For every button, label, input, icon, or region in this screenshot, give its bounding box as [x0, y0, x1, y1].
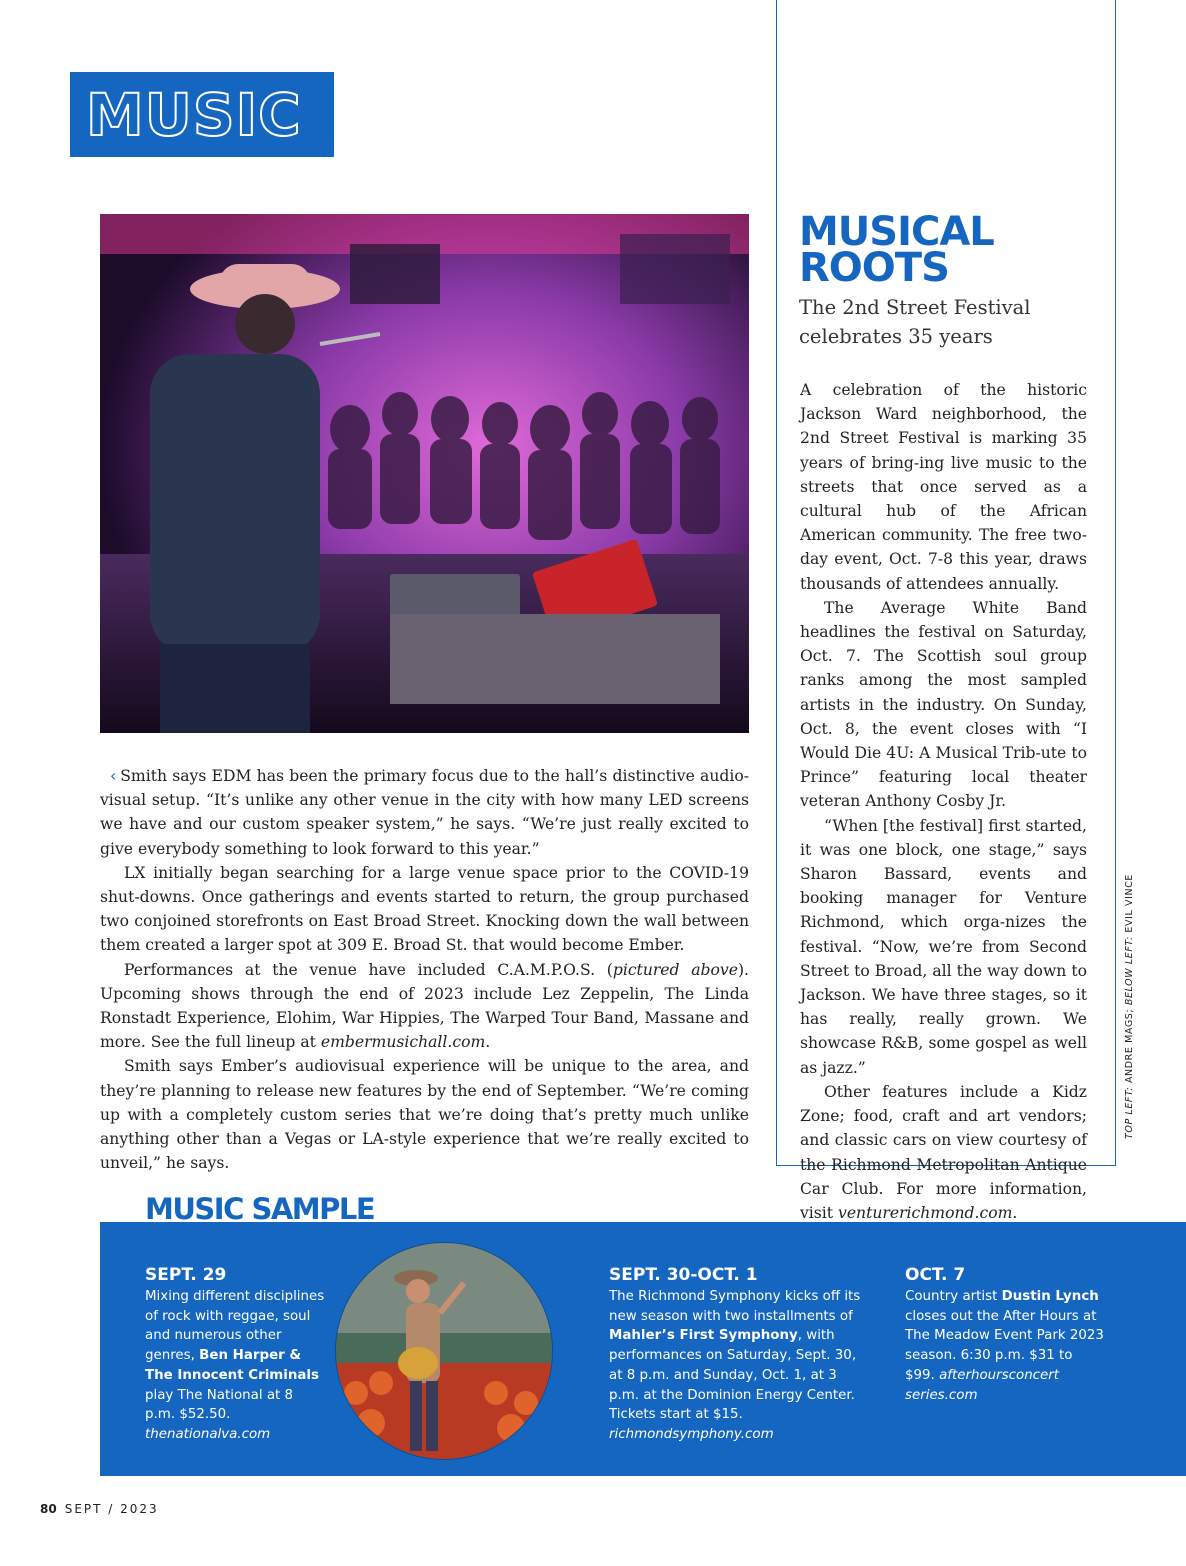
sidebar-box: [776, 0, 1116, 1222]
sidebar-paragraph: Other features include a Kidz Zone; food, craft and art vendors; and classic cars on view courtesy of the Richmond Metropolitan Antique Car Club. For more information, visit venturerichmond.com.: [800, 1082, 1087, 1222]
sidebar-body: [800, 378, 1087, 1225]
page-number: 80: [40, 1502, 57, 1516]
section-label: MUSIC: [86, 81, 302, 149]
page-folio: [40, 1502, 159, 1516]
article-paragraph: Performances at the venue have included C.A.M.P.O.S. (pictured above). Upcoming shows through the end of 2023 include Lez Zeppelin, The Linda Ronstadt Experience, Elohim, War Hippies, The Warped Tour Band, Massane and more. See the full lineup at embermusichall.com.: [100, 960, 749, 1052]
sidebar-paragraph: A celebration of the historic Jackson Ward neighborhood, the 2nd Street Festival is marking 35 years of bring-ing live music to the streets that once served as a cultural hub of the African American community. The free two-day event, Oct. 7-8 this year, draws thousands of attendees annually.: [800, 381, 1087, 593]
event-date: SEPT. 30-OCT. 1: [609, 1265, 758, 1285]
performer-photo-art: [336, 1243, 552, 1459]
sidebar-paragraph: “When [the festival] first started, it was one block, one stage,” says Sharon Bassard, events and booking manager for Venture Richmond, which orga-nizes the festival. “Now, we’re from Second Street to Broad, all the way down to Jackson. We have three stages, so it has really, really grown. We showcase R&B, some gospel as well as jazz.”: [800, 816, 1087, 1077]
event-listing: [905, 1264, 1105, 1405]
sidebar-subtitle: The 2nd Street Festival celebrates 35 years: [799, 296, 1031, 348]
performer-photo: [335, 1242, 553, 1460]
back-arrow-icon: ‹: [110, 767, 117, 785]
event-listing: [145, 1264, 325, 1445]
event-date: OCT. 7: [905, 1265, 966, 1285]
sidebar-paragraph: The Average White Band headlines the festival on Saturday, Oct. 7. The Scottish soul group ranks among the most sampled artists in the industry. On Sunday, Oct. 8, the event closes with “I Would Die 4U: A Musical Trib-ute to Prince” featuring local theater veteran Anthony Cosby Jr.: [800, 598, 1087, 811]
concert-photo-art: [100, 214, 749, 733]
event-website-link[interactable]: thenationalva.com: [145, 1426, 271, 1442]
venture-richmond-link[interactable]: venturerichmond.com: [838, 1203, 1013, 1222]
event-description: Mixing different disciplines of rock with reggae, soul and numerous other genres, Ben Harper & The Innocent Criminals play The National at 8 p.m. $52.50. thenationalva.com: [145, 1289, 325, 1442]
article-paragraph: Smith says Ember’s audiovisual experience will be unique to the area, and they’re planning to release new features by the end of September. “We’re coming up with a completely custom series that we’re doing that’s pretty much unlike anything other than a Vegas or LA-style experience that we’re really excited to unveil,” he says.: [100, 1057, 749, 1173]
event-date: SEPT. 29: [145, 1265, 227, 1285]
event-listing: [609, 1264, 869, 1445]
article-paragraph: ‹ Smith says EDM has been the primary focus due to the hall’s distinctive audio-visual setup. “It’s unlike any other venue in the city with how many LED screens we have and our custom speaker system,” he says. “We’re just really excited to give everybody something to look forward to this year.”: [100, 767, 749, 858]
event-description: Country artist Dustin Lynch closes out the After Hours at The Meadow Event Park 2023 season. 6:30 p.m. $31 to $99. afterhoursconcert series.com: [905, 1289, 1104, 1403]
main-article: [100, 764, 749, 1175]
event-website-link[interactable]: afterhoursconcert series.com: [905, 1367, 1060, 1403]
concert-photo: [100, 214, 749, 733]
event-description: The Richmond Symphony kicks off its new season with two installments of Mahler’s First Symphony, with performances on Saturday, Sept. 30, at 8 p.m. and Sunday, Oct. 1, at 3 p.m. at the Dominion Energy Center. Tickets start at $15. richmondsymphony.com: [609, 1289, 861, 1442]
music-sample-heading: MUSIC SAMPLE: [145, 1192, 375, 1226]
event-website-link[interactable]: richmondsymphony.com: [609, 1426, 774, 1442]
issue-date: SEPT / 2023: [64, 1502, 159, 1516]
sidebar-title: MUSICAL ROOTS: [799, 209, 994, 291]
article-paragraph: LX initially began searching for a large venue space prior to the COVID-19 shut-downs. Once gatherings and events started to return, the group purchased two conjoined storefronts on East Broad Street. Knocking down the wall between them created a larger spot at 309 E. Broad St. that would become Ember.: [100, 863, 749, 955]
ember-website-link[interactable]: embermusichall.com: [320, 1033, 486, 1052]
section-logo: [70, 72, 334, 157]
photo-credit: TOP LEFT: ANDRE MAGS; BELOW LEFT: EVIL VINCE: [1124, 873, 1135, 1139]
